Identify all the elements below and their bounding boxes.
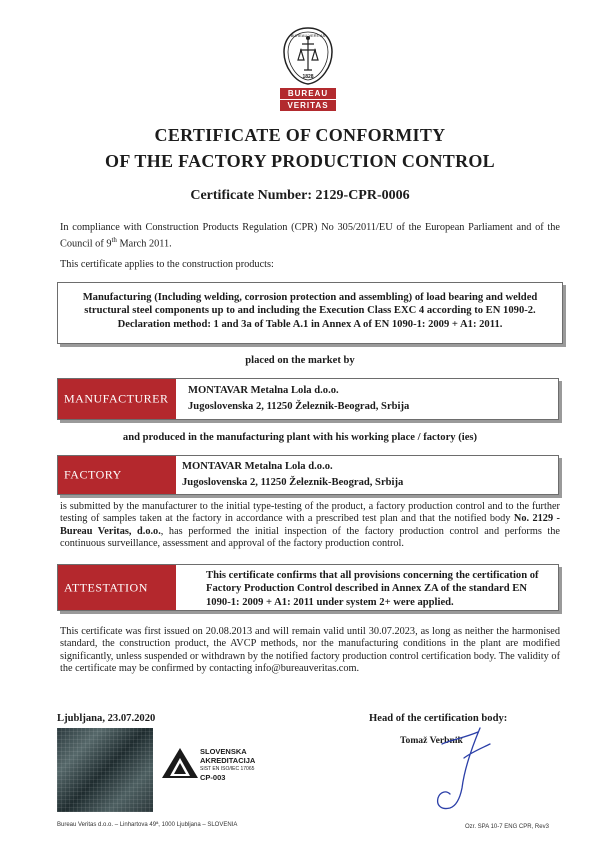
- produced-in-text: and produced in the manufacturing plant with his working place / factory (ies): [122, 432, 478, 443]
- akreditacija-standard: SIST EN ISO/IEC 17065: [200, 766, 255, 772]
- factory-label: [58, 456, 176, 494]
- svg-text:1828: 1828: [302, 74, 314, 80]
- akreditacija-triangle-icon: [160, 746, 200, 782]
- bureau-veritas-seal-icon: [282, 26, 334, 86]
- validity-paragraph: This certificate was first issued on 20.08.2013 and will remain valid until 30.07.2023, as long as neither the harmonised standard, the construction product, the AVCP methods, nor the manufacturing conditions in the plant are modified significantly, unless suspended or withdrawn by the notified factory production control certification body. The validity of the certificate may be confirmed by contacting info@bureauveritas.com.: [60, 626, 560, 674]
- akreditacija-line-2: AKREDITACIJA: [200, 755, 256, 765]
- akreditacija-text: [200, 748, 255, 782]
- compliance-text: In compliance with Construction Products Regulation (CPR) No 305/2011/EU of the European Parliament and of the Council of 9: [60, 222, 560, 250]
- certificate-title-line1: CERTIFICATE OF CONFORMITY: [154, 125, 446, 145]
- factory-name: MONTAVAR Metalna Lola d.o.o.: [182, 461, 333, 472]
- certificate-number: Certificate Number: 2129-CPR-0006: [190, 188, 410, 203]
- bureau-veritas-logo: [280, 26, 336, 112]
- submitted-text-end: , has performed the initial inspection of the factory production control and performs the continuous surveillance, assessment and approval of the factory production control.: [60, 525, 560, 549]
- logo-text-veritas: VERITAS: [280, 99, 336, 111]
- attestation-statement: [206, 569, 556, 609]
- product-scope-box: [57, 282, 563, 344]
- compliance-superscript: th: [111, 236, 117, 245]
- footer-form-ref: Ozr. SPA 10-7 ENG CPR, Rev3: [465, 824, 549, 830]
- hologram-pattern: [57, 728, 153, 812]
- place-and-date: Ljubljana, 23.07.2020: [57, 713, 156, 724]
- manufacturer-label-text: MANUFACTURER: [64, 391, 169, 406]
- factory-box: [57, 455, 559, 495]
- product-scope-text: [58, 291, 562, 331]
- attestation-box: [57, 564, 559, 611]
- scope-line-2: structural steel components up to and including the Execution Class EXC 4 according to EN 1090-2.: [84, 305, 536, 317]
- compliance-text-end: March 2011.: [116, 238, 172, 250]
- manufacturer-label: [58, 379, 176, 419]
- manufacturer-address: Jugoslovenska 2, 11250 Železnik-Beograd, Srbija: [188, 401, 410, 412]
- svg-text:BUREAU VERITAS: BUREAU VERITAS: [290, 33, 326, 38]
- attestation-line-2: Factory Production Control described in Annex ZA of the standard EN: [206, 583, 527, 595]
- manufacturer-box: [57, 378, 559, 420]
- akreditacija-line-1: SLOVENSKA: [200, 747, 247, 756]
- footer-address: Bureau Veritas d.o.o. – Linhartova 49ª, 1000 Ljubljana – SLOVENIA: [57, 822, 238, 828]
- logo-text-bureau: BUREAU: [280, 88, 336, 99]
- slovenska-akreditacija-logo: [160, 746, 200, 782]
- scope-line-3: Declaration method: 1 and 3a of Table A.1 in Annex A of EN 1090-1: 2009 + A1: 2011.: [117, 318, 503, 330]
- attestation-label: [58, 565, 176, 610]
- attestation-line-3: 1090-1: 2009 + A1: 2011 under system 2+ were applied.: [206, 596, 454, 608]
- submitted-text-start: is submitted by the manufacturer to the initial type-testing of the product, a factory production control and to the further testing of samples taken at the factory in accordance with a prescribed test plan and that the notified body: [60, 501, 560, 525]
- signatory-title: Head of the certification body:: [369, 713, 508, 724]
- signatory-name: Tomaž Verbnik: [400, 735, 463, 746]
- placed-on-market-text: placed on the market by: [245, 355, 355, 366]
- factory-label-text: FACTORY: [64, 467, 122, 482]
- akreditacija-number: CP-003: [200, 772, 226, 782]
- submitted-paragraph: [60, 501, 560, 550]
- handwritten-signature: [420, 722, 500, 814]
- notified-body-name: No. 2129 - Bureau Veritas, d.o.o.: [60, 513, 560, 537]
- factory-address: Jugoslovenska 2, 11250 Železnik-Beograd, Srbija: [182, 477, 404, 488]
- scope-line-1: Manufacturing (Including welding, corrosion protection and assembling) of load bearing and welded: [82, 292, 538, 303]
- manufacturer-name: MONTAVAR Metalna Lola d.o.o.: [188, 385, 339, 396]
- applies-paragraph: This certificate applies to the construction products:: [60, 259, 274, 270]
- certificate-title-line2: OF THE FACTORY PRODUCTION CONTROL: [105, 151, 495, 171]
- attestation-line-1: This certificate confirms that all provisions concerning the certification of: [206, 570, 539, 581]
- hologram-seal: [57, 728, 153, 812]
- compliance-paragraph: [60, 222, 560, 251]
- attestation-label-text: ATTESTATION: [64, 580, 148, 594]
